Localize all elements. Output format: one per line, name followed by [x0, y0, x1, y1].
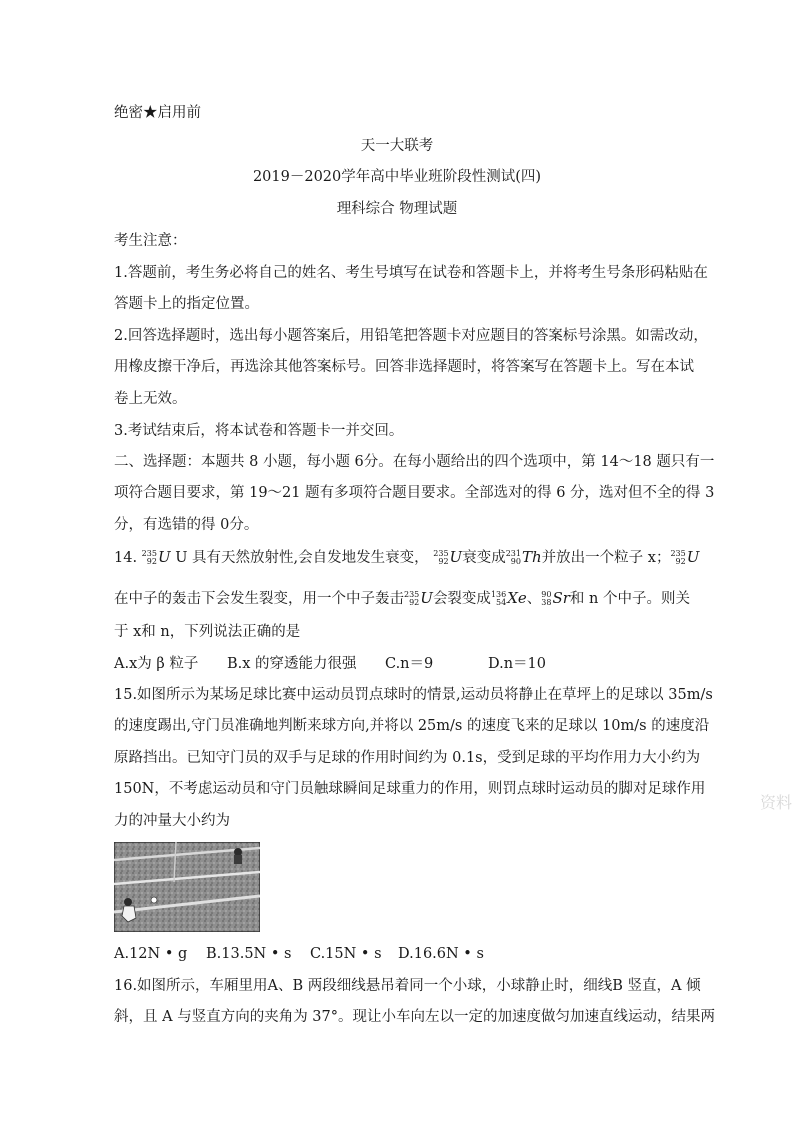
u-nuclide-index: 235 92 — [141, 549, 157, 566]
u-nuclide-symbol: U — [449, 548, 463, 566]
u-nuclide-index: 235 92 — [670, 549, 686, 566]
u-nuclide-index: 235 92 — [433, 549, 449, 566]
notice-line: 2.回答选择题时，选出每小题答案后，用铅笔把答题卡对应题目的答案标号涂黑。如需改动， — [114, 328, 708, 344]
notice-line: 1.答题前，考生务必将自己的姓名、考生号填写在试卷和答题卡上，并将考生号条形码粘贴在 — [114, 265, 708, 281]
org-title: 天一大联考 — [360, 138, 434, 154]
section-line: 二、选择题：本题共 8 小题，每小题 6分。在每小题给出的四个选项中，第 14～18 题只有一 — [114, 454, 715, 470]
q14-option-d: D.n＝10 — [488, 656, 547, 672]
q15-line: 150N，不考虑运动员和守门员触球瞬间足球重力的作用，则罚点球时运动员的脚对足球作用 — [114, 781, 706, 797]
notice-line: 用橡皮擦干净后，再选涂其他答案标号。回答非选择题时，将答案写在答题卡上。写在本试 — [114, 359, 694, 375]
subject-title: 理科综合 物理试题 — [336, 201, 458, 217]
notice-title: 考生注意： — [114, 233, 187, 249]
q14-text-6: 、 — [526, 591, 542, 607]
section-line: 分，有选错的得 0分。 — [114, 517, 259, 533]
q15-line: 力的冲量大小约为 — [114, 813, 230, 829]
notice-line: 卷上无效。 — [114, 391, 187, 407]
xe-nuclide-index: 136 54 — [490, 590, 507, 607]
q14-option-c: C.n＝9 — [385, 656, 434, 672]
q14-text-7: 和 n 个中子。则关 — [569, 591, 690, 607]
u-nuclide-index: 235 92 — [404, 590, 420, 607]
u-nuclide-symbol: U — [157, 548, 171, 566]
q14-text-3: 并放出一个粒子 x； — [541, 550, 671, 566]
q14-line-2 — [114, 588, 690, 609]
q15-option-a: A.12N • g — [114, 946, 188, 962]
notice-line: 答题卡上的指定位置。 — [114, 296, 259, 312]
sr-nuclide-index: 90 38 — [541, 590, 552, 607]
notice-line: 3.考试结束后，将本试卷和答题卡一并交回。 — [114, 423, 404, 439]
q14-option-a: A.x为 β 粒子 — [114, 656, 199, 672]
q14-number: 14. — [114, 550, 138, 566]
q15-line: 原路挡出。已知守门员的双手与足球的作用时间约为 0.1s，受到足球的平均作用力大小约为 — [114, 750, 701, 766]
q14-line-1 — [114, 547, 699, 568]
q14-text-2: 衰变成 — [462, 550, 506, 566]
penalty-kick-photo — [114, 842, 260, 932]
q14-text-1: U 具有天然放射性,会自发地发生衰变， — [175, 550, 429, 566]
q15-line: 的速度踢出,守门员准确地判断来球方向,并将以 25m/s 的速度飞来的足球以 10m/s 的速度沿 — [114, 718, 710, 734]
q14-text-4: 在中子的轰击下会发生裂变，用一个中子轰击 — [114, 591, 404, 607]
th-nuclide-index: 231 90 — [505, 549, 521, 566]
q14-option-b: B.x 的穿透能力很强 — [227, 656, 357, 672]
th-nuclide-symbol: Th — [521, 548, 542, 566]
q14-line-3: 于 x和 n，下列说法正确的是 — [114, 624, 301, 640]
section-line: 项符合题目要求，第 19～21 题有多项符合题目要求。全部选对的得 6 分，选对但不全的得 3 — [114, 485, 715, 501]
q15-line: 15.如图所示为某场足球比赛中运动员罚点球时的情景,运动员将静止在草坪上的足球以 35m/s — [114, 687, 713, 703]
q15-option-b: B.13.5N • s — [206, 946, 292, 962]
q15-option-d: D.16.6N • s — [398, 946, 484, 962]
u-nuclide-symbol: U — [420, 589, 433, 607]
xe-nuclide-symbol: Xe — [507, 589, 527, 607]
watermark: 资料 — [760, 793, 793, 812]
secret-label: 绝密★启用前 — [114, 105, 201, 121]
q16-line: 16.如图所示，车厢里用A、B 两段细线悬吊着同一个小球，小球静止时，细线B 竖直，A 倾 — [114, 978, 701, 994]
q15-option-c: C.15N • s — [310, 946, 382, 962]
sr-nuclide-symbol: Sr — [552, 589, 570, 607]
exam-title: 2019－2020学年高中毕业班阶段性测试(四) — [252, 169, 542, 185]
u-nuclide-symbol: U — [686, 548, 700, 566]
q14-text-5: 会裂变成 — [432, 591, 491, 607]
q16-line: 斜，且 A 与竖直方向的夹角为 37°。现让小车向左以一定的加速度做匀加速直线运动，结果两 — [114, 1009, 715, 1025]
